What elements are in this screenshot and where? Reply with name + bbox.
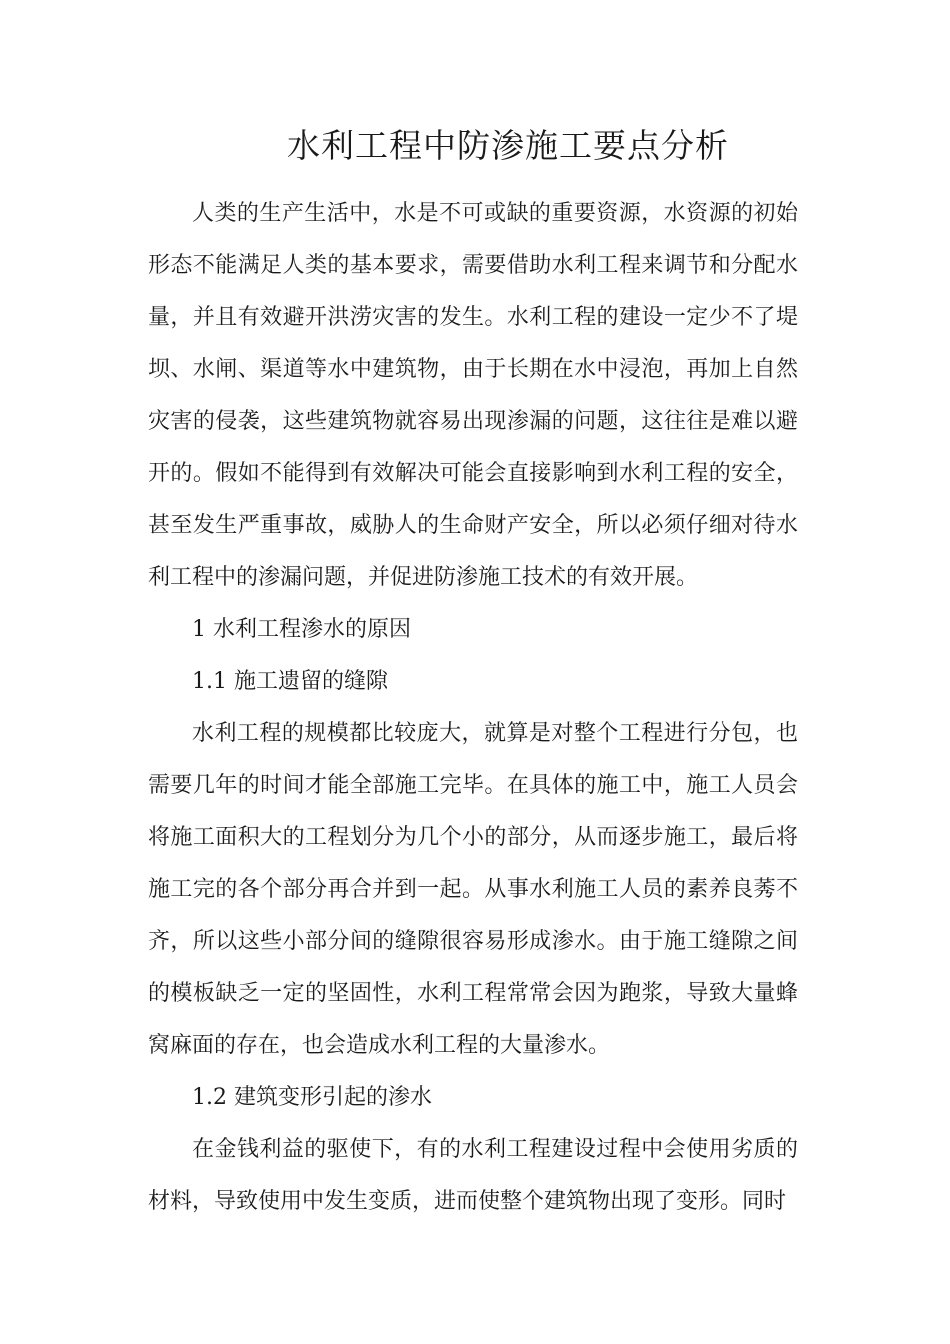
section-heading-1: 1 水利工程渗水的原因 [192, 617, 411, 642]
paragraph-deformation: 在金钱利益的驱使下，有的水利工程建设过程中会使用劣质的材料，导致使用中发生变质，进而使整个建筑物出现了变形。同时 [148, 1137, 798, 1214]
document-title: 水利工程中防渗施工要点分析 [287, 126, 729, 165]
subsection-heading-1-1: 1.1 施工遗留的缝隙 [192, 669, 388, 694]
document-body [148, 188, 798, 1228]
paragraph-construction-gaps: 水利工程的规模都比较庞大，就算是对整个工程进行分包，也需要几年的时间才能全部施工完毕。在具体的施工中，施工人员会将施工面积大的工程划分为几个小的部分，从而逐步施工，最后将施工完的各个部分再合并到一起。从事水利施工人员的素养良莠不齐，所以这些小部分间的缝隙很容易形成渗水。由于施工缝隙之间的模板缺乏一定的坚固性，水利工程常常会因为跑浆，导致大量蜂窝麻面的存在，也会造成水利工程的大量渗水。 [148, 721, 798, 1058]
paragraph-intro: 人类的生产生活中，水是不可或缺的重要资源，水资源的初始形态不能满足人类的基本要求，需要借助水利工程来调节和分配水量，并且有效避开洪涝灾害的发生。水利工程的建设一定少不了堤坝、水闸、渠道等水中建筑物，由于长期在水中浸泡，再加上自然灾害的侵袭，这些建筑物就容易出现渗漏的问题，这往往是难以避开的。假如不能得到有效解决可能会直接影响到水利工程的安全，甚至发生严重事故，威胁人的生命财产安全，所以必须仔细对待水利工程中的渗漏问题，并促进防渗施工技术的有效开展。 [148, 201, 798, 590]
subsection-heading-1-2: 1.2 建筑变形引起的渗水 [192, 1085, 432, 1110]
